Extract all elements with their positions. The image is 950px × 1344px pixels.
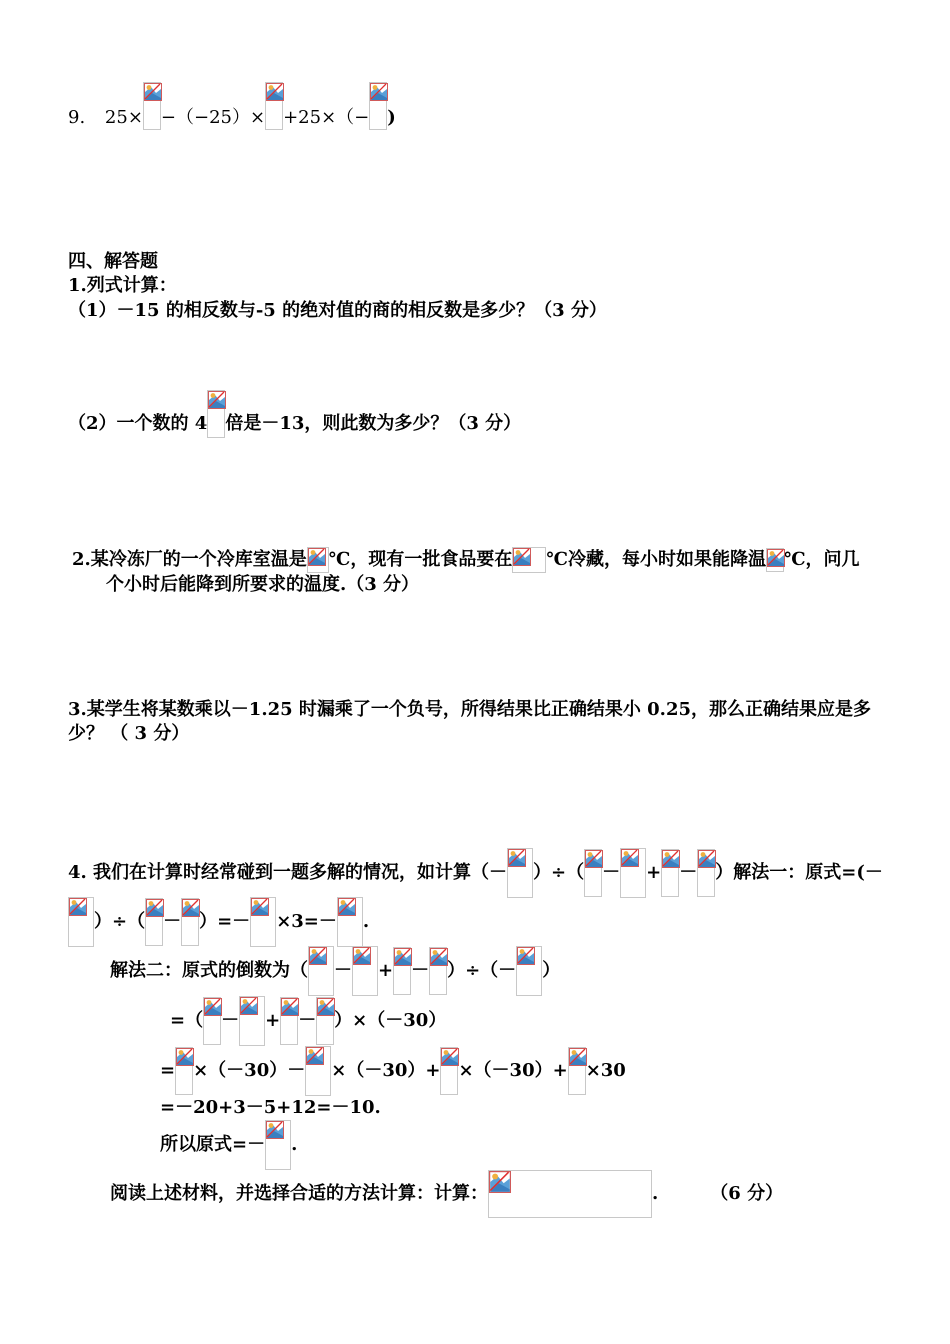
- times-30: ×30: [585, 1060, 626, 1081]
- fraction-image-icon: [429, 947, 447, 995]
- fraction-image-icon: [305, 1046, 331, 1096]
- q3-line1: 3.某学生将某数乘以－1.25 时漏乘了一个负号，所得结果比正确结果小 0.25，那么正确结果应是多: [68, 699, 871, 720]
- fraction-image-icon: [203, 997, 221, 1045]
- plus-sign: +: [378, 960, 394, 981]
- q3-line2: 少？ （ 3 分）: [68, 723, 190, 744]
- q9-part3: +25×（−: [283, 107, 370, 128]
- q4-step1: [170, 996, 446, 1046]
- fraction-image-icon: [145, 898, 163, 946]
- fraction-image-icon: [239, 996, 265, 1046]
- fraction-image-icon: [143, 82, 161, 130]
- q4-step2: [160, 1046, 626, 1096]
- minus-sign: －: [163, 911, 182, 932]
- q2-b: ℃，现有一批食品要在: [328, 549, 513, 570]
- minus-sign: －: [221, 1010, 240, 1031]
- minus-sign: －: [298, 1010, 317, 1031]
- so-label: 所以原式=－: [160, 1134, 266, 1155]
- minus-sign: －: [679, 862, 698, 883]
- q9-part2: −（−25）×: [160, 107, 266, 128]
- q1-title: 1.列式计算：: [68, 275, 177, 296]
- fraction-image-icon: [316, 997, 334, 1045]
- period: .: [362, 911, 370, 932]
- fraction-image-icon: [337, 897, 363, 947]
- temperature-image-icon: [512, 547, 546, 573]
- method2-mid: ）÷（－: [447, 960, 517, 981]
- q4-l2a: ）÷（: [94, 911, 146, 932]
- eq-open: =（: [170, 1010, 204, 1031]
- fraction-image-icon: [697, 849, 715, 897]
- q4-task: [110, 1170, 783, 1218]
- read-label: 阅读上述材料，并选择合适的方法计算：计算：: [110, 1183, 488, 1204]
- q4-method2: [110, 946, 560, 996]
- method2-end: ）: [542, 960, 561, 981]
- q9-part4: ): [387, 107, 396, 128]
- fraction-image-icon: [516, 946, 542, 996]
- q2-a: 2.某冷冻厂的一个冷库室温是: [72, 549, 307, 570]
- temperature-image-icon: [766, 548, 784, 572]
- fraction-image-icon: [440, 1047, 458, 1095]
- plus-sign: +: [646, 862, 662, 883]
- plus-sign: +: [425, 1060, 441, 1081]
- plus-sign: +: [552, 1060, 568, 1081]
- minus-sign: －: [602, 862, 621, 883]
- q4-line1: [68, 848, 883, 898]
- minus-sign: －: [334, 960, 352, 981]
- q2-c: ℃冷藏，每小时如果能降温: [546, 549, 766, 570]
- section-title: 四、解答题: [68, 251, 158, 272]
- fraction-image-icon: [507, 848, 533, 898]
- fraction-image-icon: [308, 946, 334, 996]
- times-neg30: ×（－30）: [193, 1060, 288, 1081]
- fraction-image-icon: [265, 1120, 291, 1170]
- q1-part1: （1）－15 的相反数与-5 的绝对值的商的相反数是多少？（3 分）: [68, 300, 607, 321]
- fraction-image-icon: [181, 898, 199, 946]
- q4-l2b: ）=－: [199, 911, 251, 932]
- q4-l2c: ×3=－: [276, 911, 337, 932]
- expression-image-icon: [488, 1170, 652, 1218]
- fraction-image-icon: [280, 997, 298, 1045]
- fraction-image-icon: [584, 849, 602, 897]
- fraction-image-icon: [568, 1047, 586, 1095]
- plus-sign: +: [265, 1010, 281, 1031]
- method2-label: 解法二：原式的倒数为（: [110, 960, 308, 981]
- q4-l1a: 4. 我们在计算时经常碰到一题多解的情况，如计算（－: [68, 862, 508, 883]
- minus-sign: －: [287, 1060, 306, 1081]
- fraction-image-icon: [265, 82, 283, 130]
- q2-line1: [72, 547, 860, 573]
- fraction-image-icon: [369, 82, 387, 130]
- minus-sign: －: [411, 960, 430, 981]
- q4-l1b: ）÷（: [533, 862, 585, 883]
- eq-close: ）×（－30）: [334, 1010, 447, 1031]
- score: （6 分）: [710, 1183, 784, 1204]
- q4-result: =－20+3－5+12=－10.: [160, 1097, 381, 1118]
- fraction-image-icon: [175, 1047, 193, 1095]
- fraction-image-icon: [352, 946, 378, 996]
- q4-line2: [68, 897, 369, 947]
- question-9: [68, 106, 396, 130]
- q1-part2-a: （2）一个数的 4: [68, 413, 208, 434]
- times-neg30: ×（－30）: [331, 1060, 426, 1081]
- q2-line2: 个小时后能降到所要求的温度.（3 分）: [106, 574, 420, 595]
- q4-so: [160, 1120, 297, 1170]
- period: .: [291, 1134, 298, 1155]
- period: .: [652, 1183, 659, 1204]
- fraction-image-icon: [68, 897, 94, 947]
- q1-part2: [68, 410, 521, 438]
- q9-part1: 25×: [104, 107, 143, 128]
- q9-number: 9.: [68, 107, 86, 128]
- equals: =: [160, 1060, 176, 1081]
- temperature-image-icon: [307, 547, 329, 573]
- fraction-image-icon: [393, 947, 411, 995]
- q4-l1c: ）解法一：原式=(－: [715, 862, 883, 883]
- fraction-image-icon: [207, 390, 225, 438]
- times-neg30: ×（－30）: [458, 1060, 553, 1081]
- fraction-image-icon: [250, 897, 276, 947]
- fraction-image-icon: [661, 849, 679, 897]
- q2-d: ℃，问几: [783, 549, 860, 570]
- fraction-image-icon: [620, 848, 646, 898]
- q1-part2-b: 倍是－13，则此数为多少？（3 分）: [225, 413, 522, 434]
